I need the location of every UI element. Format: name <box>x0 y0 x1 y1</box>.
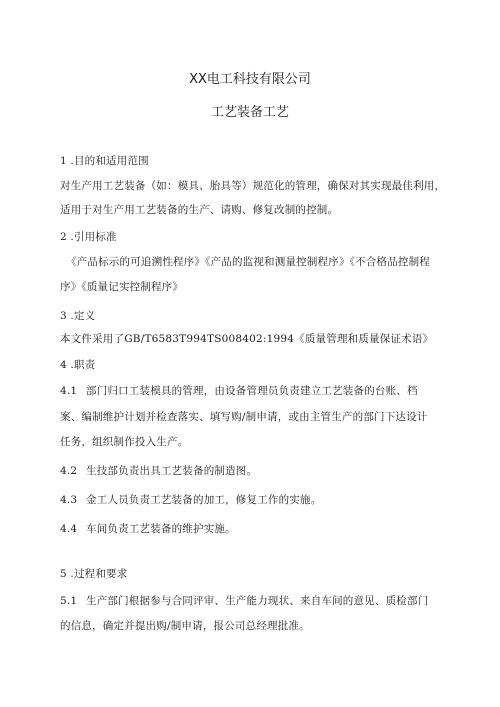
clause-number: 4.3 <box>60 494 78 506</box>
clause-text: 生技部负责出具工艺装备的制造图。 <box>86 465 258 477</box>
clause-text: 金工人员负责工艺装备的加工，修复工作的实施。 <box>86 494 322 506</box>
section-heading-1: 1 .目的和适用范围 <box>60 155 149 167</box>
company-name: XX电工科技有限公司 <box>189 72 311 87</box>
section-heading-2: 2 .引用标准 <box>60 231 117 243</box>
clause-4-4 <box>60 521 236 536</box>
paragraph-line: 适用于对生产用工艺装备的生产、请购、修复改制的控制。 <box>60 204 339 216</box>
section-heading-4: 4 .职责 <box>60 359 96 371</box>
clause-number: 4.4 <box>60 523 78 535</box>
clause-text: 部门归口工装模具的管理，由设备管理员负责建立工艺装备的台账、档 <box>86 385 418 397</box>
clause-4-2 <box>60 463 257 478</box>
clause-5-1 <box>60 593 428 608</box>
paragraph-line: 本文件采用了GB/T6583T994TS008402:1994《质量管理和质量保证术语》 <box>60 333 434 345</box>
clause-number: 4.1 <box>60 385 78 397</box>
section-heading-5: 5 .过程和要求 <box>60 568 128 580</box>
clause-text: 车间负责工艺装备的维护实施。 <box>86 523 236 535</box>
paragraph-line: 案、编制维护计划并检查落实、填写购/制申请，或由主管生产的部门下达设计 <box>60 411 428 423</box>
clause-number: 4.2 <box>60 465 78 477</box>
document-title: 工艺装备工艺 <box>210 105 289 120</box>
paragraph-line: 任务，组织制作投入生产。 <box>60 436 189 448</box>
clause-number: 5.1 <box>60 595 78 607</box>
clause-text: 生产部门根据参与合同评审、生产能力现状、来自车间的意见、质检部门 <box>86 595 429 607</box>
paragraph-line: 序》《质量记实控制程序》 <box>60 281 184 293</box>
paragraph-line: 的信息，确定并提出购/制申请，报公司总经理批准。 <box>60 620 310 632</box>
section-heading-3: 3 .定义 <box>60 310 96 322</box>
paragraph-line: 对生产用工艺装备（如：模具、胎具等）规范化的管理，确保对其实现最佳利用， <box>60 180 446 192</box>
clause-4-1 <box>60 383 418 398</box>
paragraph-line: 《产品标示的可追溯性程序》《产品的监视和测量控制程序》《不合格品控制程 <box>66 256 430 268</box>
clause-4-3 <box>60 492 321 507</box>
